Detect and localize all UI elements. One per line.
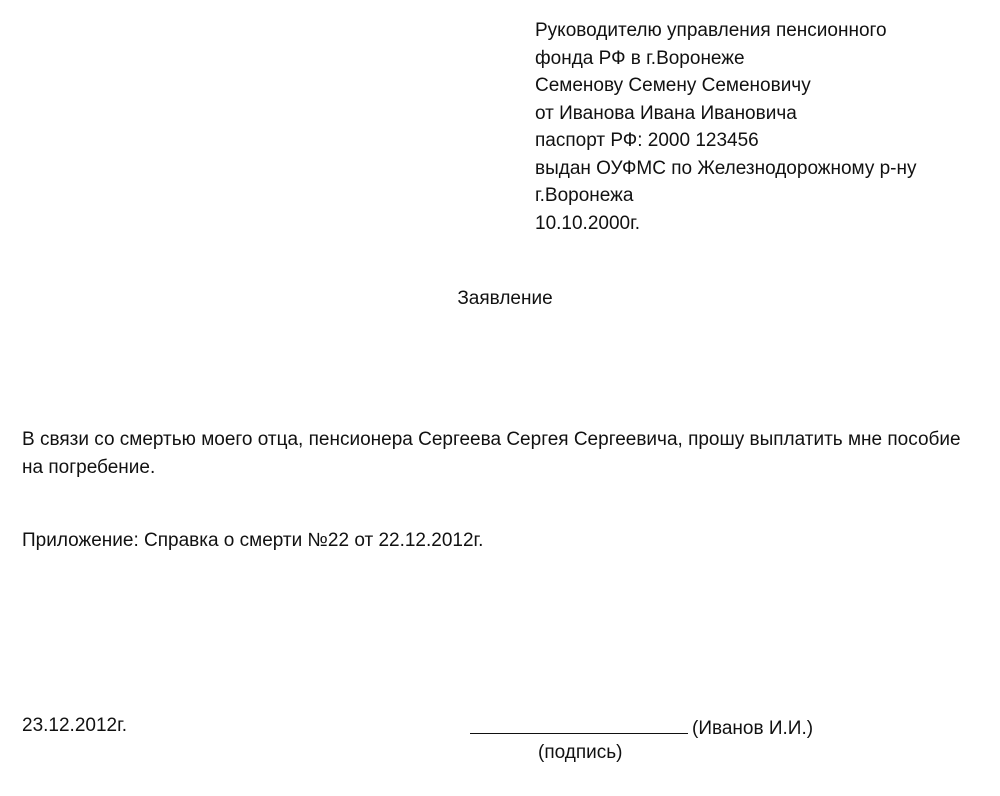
signature-caption: (подпись) [538,742,623,763]
signature-line [470,713,813,742]
addressee-line-issue-date: 10.10.2000г. [535,212,640,234]
document-attachment: Приложение: Справка о смерти №22 от 22.12.2012г. [22,530,484,551]
addressee-line-recipient-name: Семенову Семену Семеновичу [535,75,811,96]
addressee-line-issued-by: выдан ОУФМС по Железнодорожному р-ну [535,157,917,179]
document-body: В связи со смертью моего отца, пенсионера Сергеева Сергея Сергеевича, прошу выплатить мне пособие на погребение. [22,429,961,478]
document-date: 23.12.2012г. [22,715,127,736]
addressee-line-passport: паспорт РФ: 2000 123456 [535,130,759,151]
signature-blank [470,713,688,734]
addressee-line-recipient-title: Руководителю управления пенсионного [535,20,887,41]
addressee-line-issued-city: г.Воронежа [535,185,634,206]
addressee-line-recipient-org: фонда РФ в г.Воронеже [535,47,745,69]
signer-name: (Иванов И.И.) [692,718,814,739]
document-title: Заявление [457,288,553,309]
addressee-block [535,17,917,237]
addressee-line-sender-name: от Иванова Ивана Ивановича [535,102,797,124]
